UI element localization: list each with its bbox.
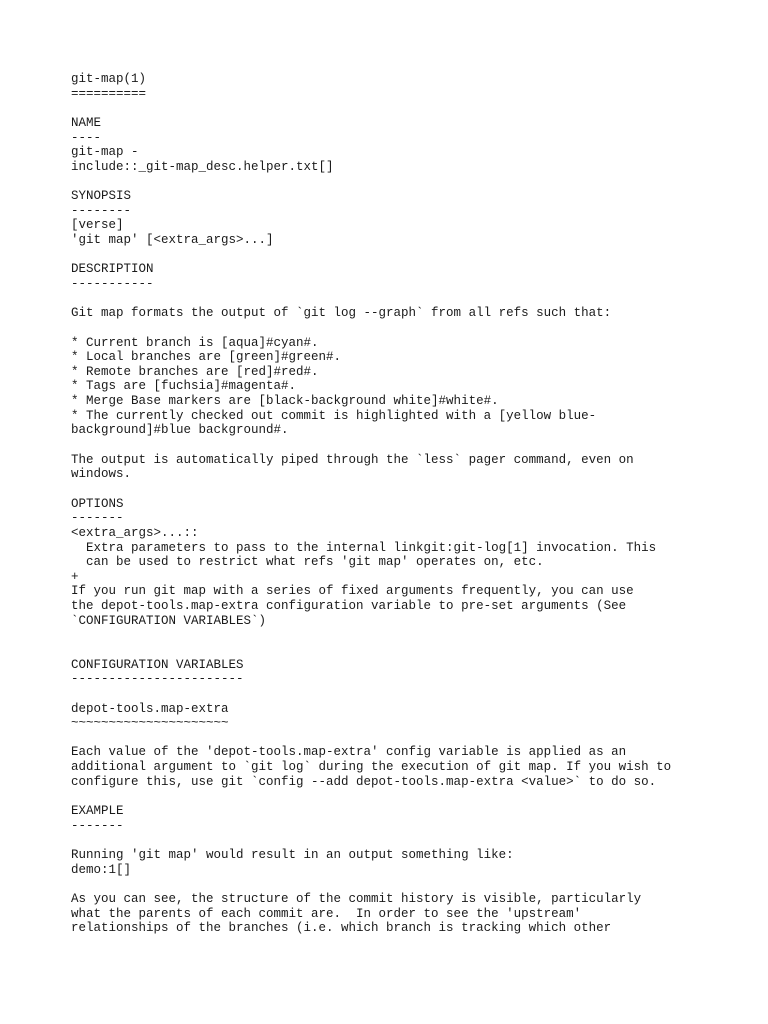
text-line: If you run git map with a series of fixed arguments frequently, you can use	[71, 584, 634, 599]
text-line: OPTIONS	[71, 496, 124, 511]
text-line: EXAMPLE	[71, 804, 124, 819]
text-line	[71, 482, 751, 497]
text-line: `CONFIGURATION VARIABLES`)	[71, 613, 267, 628]
text-line: * Merge Base markers are [black-background white]#white#.	[71, 394, 499, 409]
text-line: * Current branch is [aqua]#cyan#.	[71, 335, 319, 350]
text-line	[71, 789, 751, 804]
text-line: the depot-tools.map-extra configuration variable to pre-set arguments (See	[71, 599, 627, 614]
text-line: what the parents of each commit are. In order to see the 'upstream'	[71, 906, 582, 921]
text-line: Running 'git map' would result in an output something like:	[71, 847, 514, 862]
text-line	[71, 687, 751, 702]
text-line: * The currently checked out commit is highlighted with a [yellow blue-	[71, 408, 597, 423]
text-line: -----------------------	[71, 672, 244, 687]
text-line	[71, 628, 751, 643]
text-line: CONFIGURATION VARIABLES	[71, 657, 244, 672]
text-line: git-map(1)	[71, 72, 147, 86]
text-line: ~~~~~~~~~~~~~~~~~~~~~	[71, 716, 229, 731]
text-line: windows.	[71, 467, 132, 482]
text-line: configure this, use git `config --add depot-tools.map-extra <value>` to do so.	[71, 774, 657, 789]
text-line: DESCRIPTION	[71, 262, 154, 277]
text-line: ==========	[71, 86, 147, 101]
text-line: -------	[71, 511, 124, 526]
text-line: * Tags are [fuchsia]#magenta#.	[71, 379, 297, 394]
text-line	[71, 292, 751, 307]
text-line	[71, 438, 751, 453]
text-line: demo:1[]	[71, 862, 132, 877]
text-line	[71, 248, 751, 263]
text-line	[71, 321, 751, 336]
text-line: +	[71, 569, 79, 584]
text-line: ----	[71, 130, 102, 145]
text-line	[71, 877, 751, 892]
text-line	[71, 643, 751, 658]
text-line: [verse]	[71, 218, 124, 233]
text-line: -----------	[71, 276, 154, 291]
text-line	[71, 174, 751, 189]
text-line: The output is automatically piped through the `less` pager command, even on	[71, 452, 634, 467]
text-line: Each value of the 'depot-tools.map-extra' config variable is applied as an	[71, 745, 627, 760]
text-line: relationships of the branches (i.e. which branch is tracking which other	[71, 921, 612, 936]
text-line: * Local branches are [green]#green#.	[71, 350, 342, 365]
text-line: <extra_args>...::	[71, 525, 199, 540]
text-line	[71, 833, 751, 848]
text-line: NAME	[71, 115, 102, 130]
text-line: git-map -	[71, 145, 139, 160]
text-line: can be used to restrict what refs 'git map' operates on, etc.	[71, 555, 544, 570]
text-line: --------	[71, 203, 132, 218]
text-line: depot-tools.map-extra	[71, 701, 229, 716]
text-line: As you can see, the structure of the commit history is visible, particularly	[71, 891, 642, 906]
text-line: 'git map' [<extra_args>...]	[71, 233, 274, 248]
text-line: * Remote branches are [red]#red#.	[71, 364, 319, 379]
text-line: Git map formats the output of `git log --graph` from all refs such that:	[71, 306, 612, 321]
text-line: Extra parameters to pass to the internal linkgit:git-log[1] invocation. This	[71, 540, 657, 555]
text-line	[71, 731, 751, 746]
text-line: additional argument to `git log` during the execution of git map. If you wish to	[71, 760, 672, 775]
text-line	[71, 101, 751, 116]
text-line: background]#blue background#.	[71, 423, 289, 438]
text-line: SYNOPSIS	[71, 189, 132, 204]
text-line: include::_git-map_desc.helper.txt[]	[71, 159, 334, 174]
text-line: -------	[71, 818, 124, 833]
document-text	[71, 72, 751, 936]
